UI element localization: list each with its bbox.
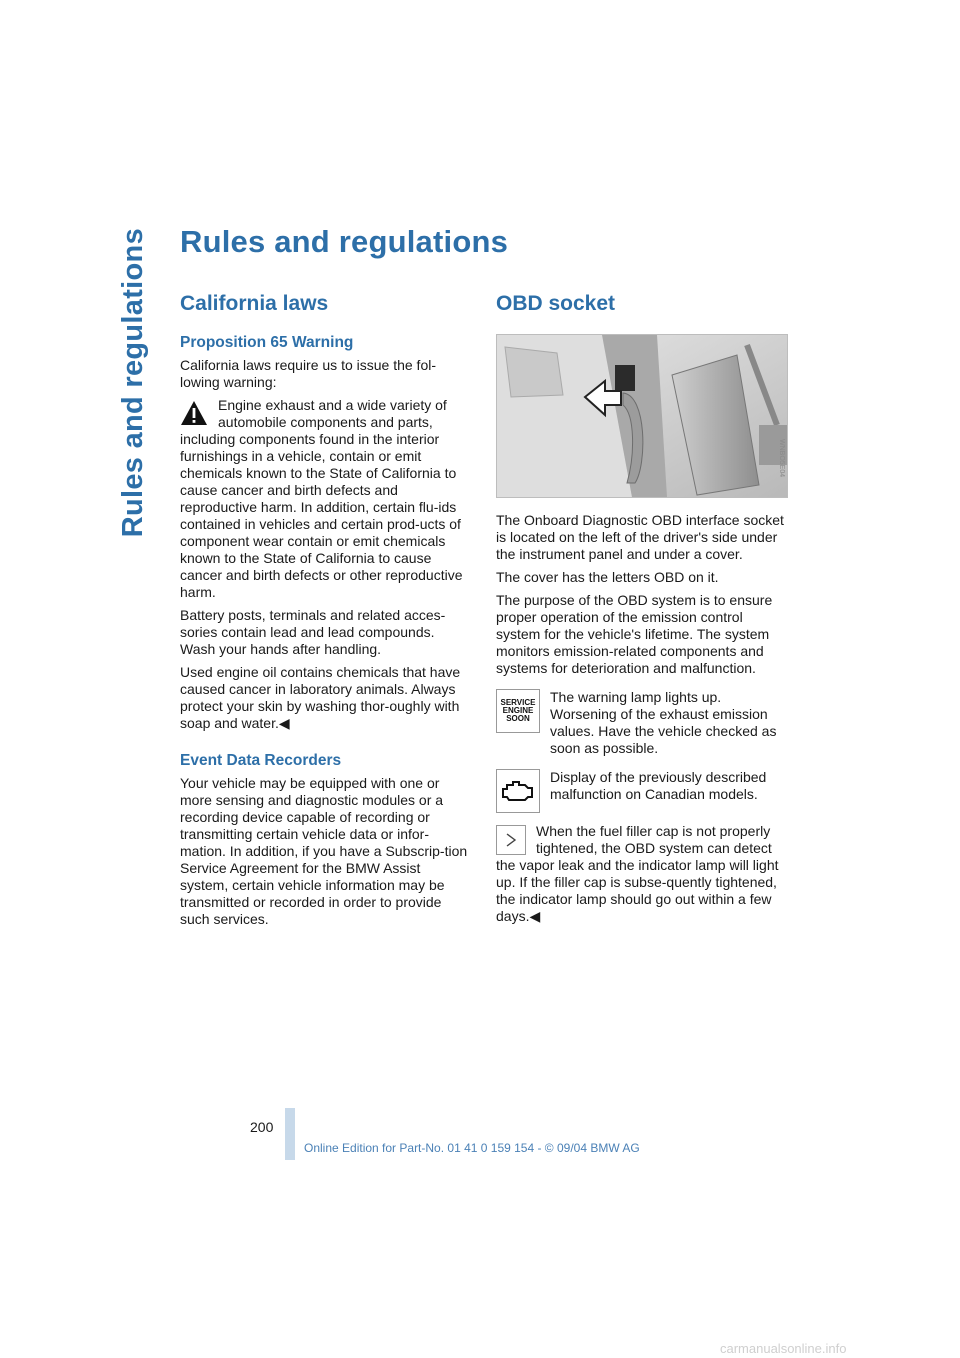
side-tab-label: Rules and regulations	[116, 228, 149, 538]
service-lamp-text: The warning lamp lights up. Worsening of the exhaust emission values. Have the vehicle checked as soon as possible.	[550, 689, 777, 756]
fuel-note-text: When the fuel filler cap is not properly tightened, the OBD system can detect the vapor leak and the indicator lamp will light up. If the filler cap is subse-quently tightened, the indicator lamp should go out within a few days.◀	[496, 823, 779, 924]
fuel-note	[496, 823, 786, 925]
service-engine-soon-icon: SERVICE ENGINE SOON	[496, 689, 540, 733]
prop65-warning-text: Engine exhaust and a wide variety of automobile components and parts, including components found in the interior furnishings in a vehicle, contain or emit chemicals known to the State of California to cause cancer and birth defects and reproductive harm. In addition, certain flu-ids contained in vehicles and certain prod-ucts of component wear contain or emit chemicals known to the State of California to cause cancer and birth defects or other reproductive harm.	[180, 397, 463, 600]
oil-text: Used engine oil contains chemicals that have caused cancer in laboratory animals. Always protect your skin by washing thor-oughly with soap and water.◀	[180, 664, 461, 731]
side-tab	[110, 228, 156, 808]
service-lamp-note	[496, 689, 786, 757]
obd-purpose-text: The purpose of the OBD system is to ensure proper operation of the emission control system for the vehicle's lifetime. The system monitors emission-related components and systems for deterioration and malfunction.	[496, 592, 773, 676]
edr-heading: Event Data Recorders	[180, 752, 342, 769]
canada-lamp-text: Display of the previously described malfunction on Canadian models.	[550, 769, 767, 802]
obd-socket-heading: OBD socket	[496, 292, 616, 315]
obd-socket-photo	[496, 334, 788, 498]
prop65-heading: Proposition 65 Warning	[180, 334, 354, 351]
right-column	[496, 292, 786, 931]
california-laws-heading: California laws	[180, 292, 329, 315]
page-number: 200	[250, 1119, 274, 1135]
left-column	[180, 292, 470, 934]
obd-location-text: The Onboard Diagnostic OBD interface socket is located on the left of the driver's side under the instrument panel and under a cover.	[496, 512, 784, 562]
footer-bar	[285, 1108, 295, 1160]
footer-edition-text: Online Edition for Part-No. 01 41 0 159 154 - © 09/04 BMW AG	[304, 1141, 640, 1155]
prop65-intro: California laws require us to issue the fol-lowing warning:	[180, 357, 437, 390]
prop65-warning-note	[180, 397, 470, 601]
note-play-icon	[496, 825, 526, 855]
photo-code: WNBO5E04	[778, 439, 785, 478]
edr-text: Your vehicle may be equipped with one or more sensing and diagnostic modules or a recording device capable of recording or transmitting certain vehicle data or infor-mation. In addition, if you have a Subscrip-tion Service Agreement for the BMW Assist system, certain vehicle information may be transmitted or recorded in order to provide such services.	[180, 775, 468, 927]
watermark: carmanualsonline.info	[720, 1341, 847, 1356]
page-title: Rules and regulations	[180, 224, 509, 259]
warning-triangle-icon	[180, 399, 208, 427]
battery-text: Battery posts, terminals and related acces-sories contain lead and lead compounds. Wash your hands after handling.	[180, 607, 446, 657]
obd-cover-text: The cover has the letters OBD on it.	[496, 569, 719, 585]
canada-lamp-note	[496, 769, 786, 813]
engine-check-icon	[496, 769, 540, 813]
